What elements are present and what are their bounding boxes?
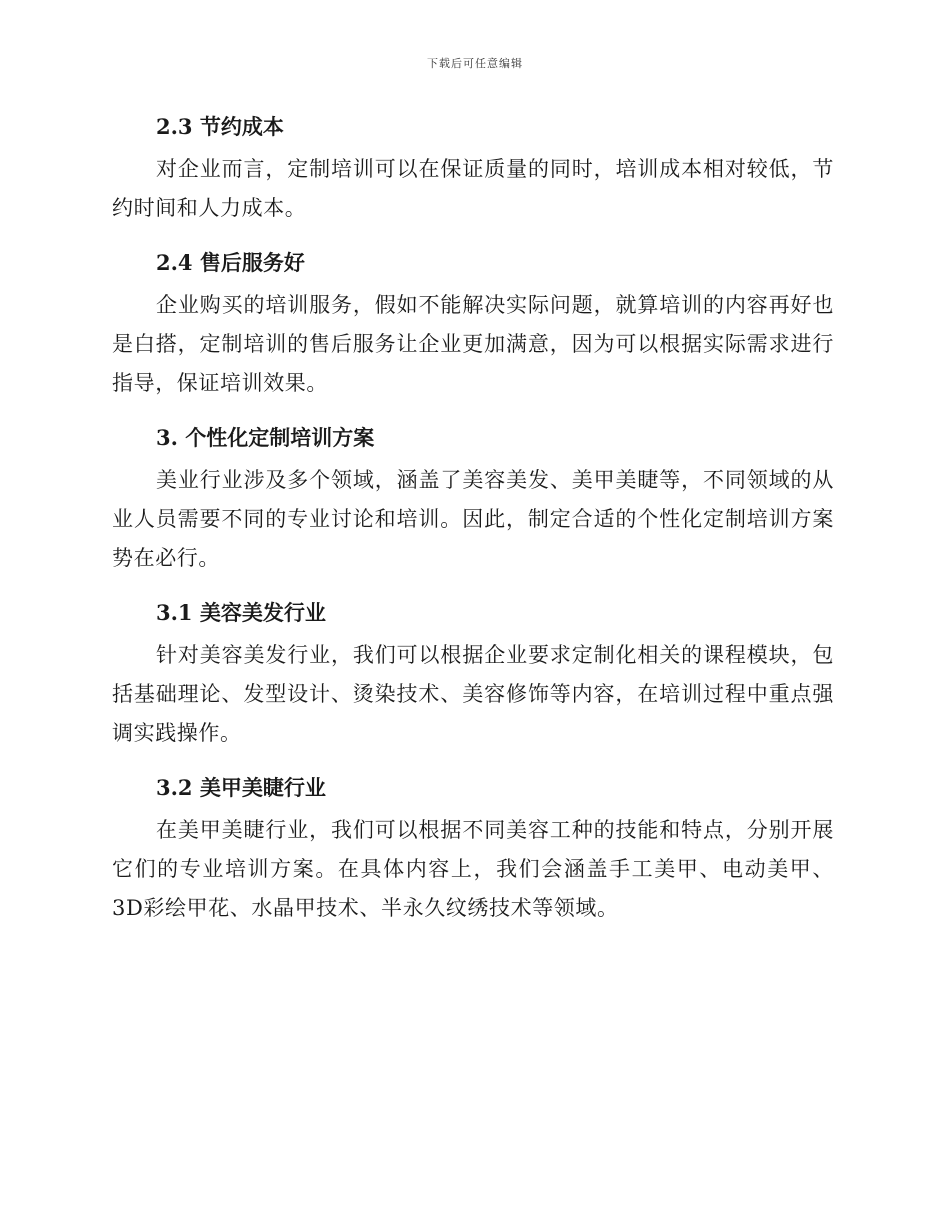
- section-heading: 2.3 节约成本: [156, 114, 284, 139]
- section-heading: 3.2 美甲美睫行业: [156, 775, 326, 800]
- section-2-3: [112, 104, 834, 228]
- section-paragraph: 企业购买的培训服务，假如不能解决实际问题，就算培训的内容再好也是白搭，定制培训的售后服务让企业更加满意，因为可以根据实际需求进行指导，保证培训效果。: [112, 293, 834, 395]
- section-3-1: [112, 590, 834, 753]
- document-body: [112, 104, 834, 940]
- section-paragraph: 在美甲美睫行业，我们可以根据不同美容工种的技能和特点，分别开展它们的专业培训方案。在具体内容上，我们会涵盖手工美甲、电动美甲、3D彩绘甲花、水晶甲技术、半永久纹绣技术等领域。: [112, 818, 834, 920]
- section-heading: 2.4 售后服务好: [156, 250, 305, 275]
- section-2-4: [112, 240, 834, 403]
- page-header-note: 下载后可任意编辑: [427, 57, 523, 70]
- section-heading: 3.1 美容美发行业: [156, 600, 326, 625]
- section-3-2: [112, 765, 834, 928]
- section-3: [112, 415, 834, 578]
- section-paragraph: 美业行业涉及多个领域，涵盖了美容美发、美甲美睫等，不同领域的从业人员需要不同的专业讨论和培训。因此，制定合适的个性化定制培训方案势在必行。: [112, 468, 834, 570]
- section-paragraph: 针对美容美发行业，我们可以根据企业要求定制化相关的课程模块，包括基础理论、发型设计、烫染技术、美容修饰等内容，在培训过程中重点强调实践操作。: [112, 643, 834, 745]
- section-heading: 3. 个性化定制培训方案: [156, 425, 375, 450]
- section-paragraph: 对企业而言，定制培训可以在保证质量的同时，培训成本相对较低，节约时间和人力成本。: [112, 157, 834, 220]
